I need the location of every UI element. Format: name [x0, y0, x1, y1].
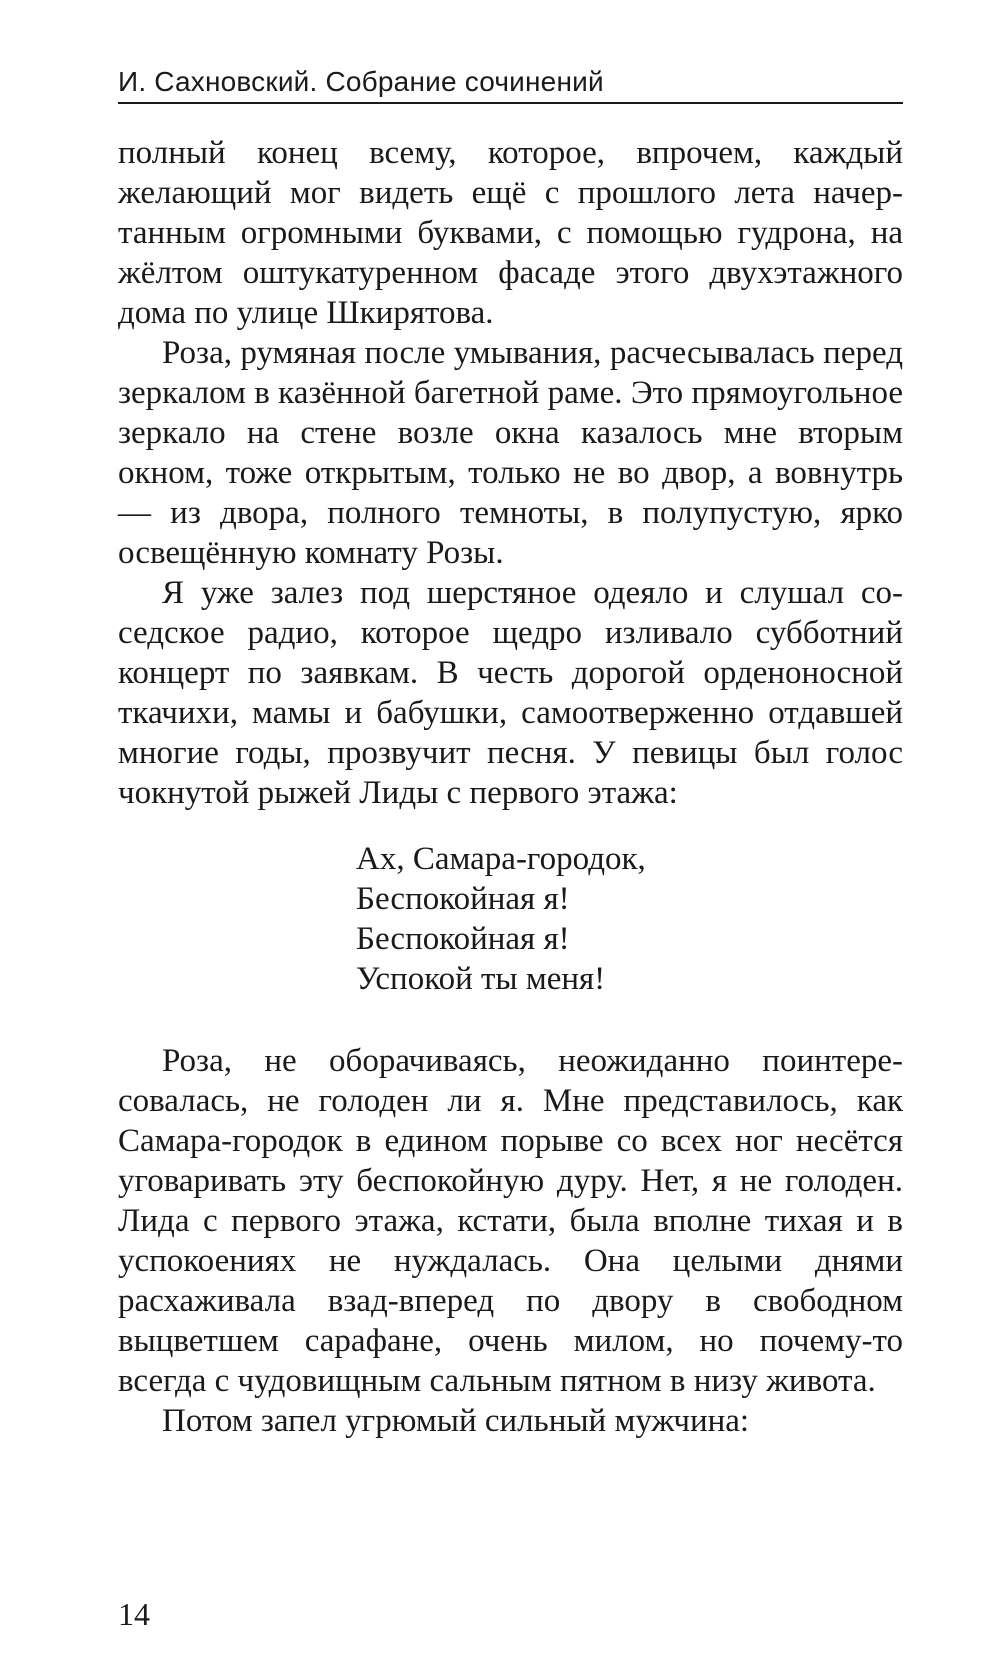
running-title: И. Сахновский. Собрание сочинений	[118, 66, 604, 97]
page-number: 14	[118, 1596, 150, 1632]
header-rule	[118, 102, 903, 104]
paragraph: Роза, румяная после умывания, расчесывалась перед зеркалом в казённой багетной раме. Это прямоугольное зеркало на стене возле окна казалось мне вторым окном, тоже открытым, только не во двор, а вовнутрь — из двора, полного темноты, в полупустую, ярко освещённую комнату Розы.	[118, 335, 903, 571]
paragraph-continued: полный конец всему, которое, впрочем, каждый желающий мог видеть ещё с прошлого лета начертанным огромными буквами, с помощью гудрона, на жёлтом оштукатуренном фасаде этого двухэтажного дома по улице Шкирятова.	[118, 135, 903, 331]
verse-line: Беспокойная я!	[356, 921, 570, 957]
verse-line: Ах, Самара-городок,	[356, 841, 646, 877]
page-body	[118, 133, 903, 1441]
verse-line: Успокой ты меня!	[356, 961, 606, 997]
verse-line: Беспокойная я!	[356, 881, 570, 917]
paragraph: Я уже залез под шерстяное одеяло и слушал соседское радио, которое щедро изливало субботний концерт по заявкам. В честь дорогой орденоносной ткачихи, мамы и бабушки, самоотверженно отдавшей многие годы, прозвучит песня. У певицы был голос чокнутой рыжей Лиды с первого этажа:	[118, 575, 903, 811]
song-verse	[356, 839, 903, 999]
paragraph: Роза, не оборачиваясь, неожиданно поинтересовалась, не голоден ли я. Мне представилось, как Самара-городок в едином порыве со всех ног несётся уговаривать эту беспокойную дуру. Нет, я не голоден. Лида с первого этажа, кстати, была вполне тихая и в успокоениях не нуждалась. Она целыми днями расхаживала взад-вперед по двору в свободном выцветшем сарафане, очень милом, но почему-то всегда с чудовищным сальным пятном в низу живота.	[118, 1043, 903, 1399]
paragraph: Потом запел угрюмый сильный мужчина:	[162, 1403, 750, 1439]
